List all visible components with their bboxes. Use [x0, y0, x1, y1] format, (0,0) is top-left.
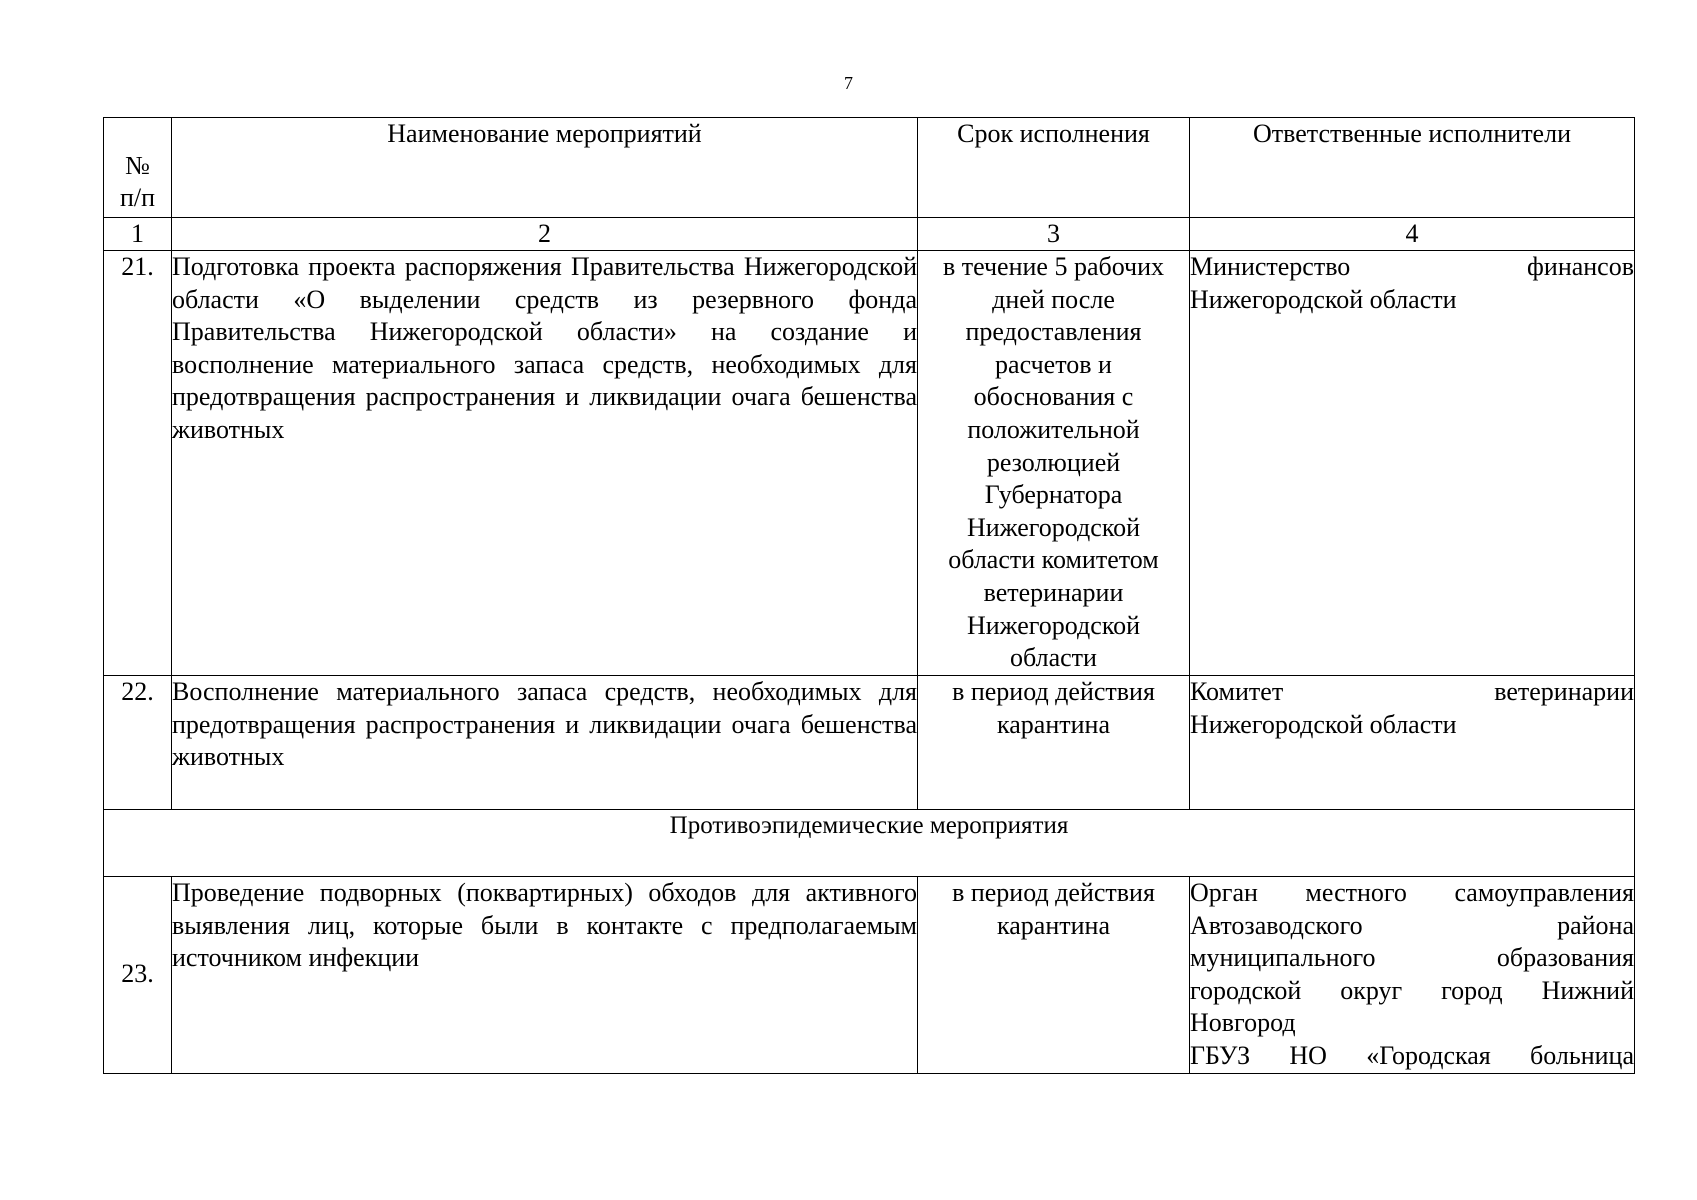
header-number — [104, 118, 172, 218]
deadline-line: расчетов и — [995, 349, 1112, 379]
deadline-line: резолюцией — [986, 447, 1121, 477]
responsible-line: Нижегородской области — [1190, 709, 1457, 739]
section-row — [104, 810, 1635, 877]
header-deadline: Срок исполнения — [918, 118, 1190, 218]
measures-table — [103, 117, 1635, 1074]
responsible-line: Комитет ветеринарии — [1190, 677, 1634, 706]
section-title: Противоэпидемические мероприятия — [104, 810, 1635, 877]
table-header-row — [104, 118, 1635, 218]
deadline-line: обоснования с — [973, 382, 1134, 412]
column-index-1: 1 — [104, 218, 172, 251]
column-index-3: 3 — [918, 218, 1190, 251]
header-name: Наименование мероприятий — [172, 118, 918, 218]
deadline-line: в течение 5 рабочих — [942, 252, 1165, 281]
row-deadline — [918, 877, 1190, 1074]
deadline-line: дней после — [992, 284, 1115, 314]
responsible-line: Нижегородской области — [1190, 284, 1457, 314]
row-deadline — [918, 676, 1190, 810]
row-measure-name: Восполнение материального запаса средств, необходимых для предотвращения распространения и ликвидации очага бешенства животных — [172, 676, 918, 810]
table-row — [104, 251, 1635, 676]
deadline-line: положительной — [967, 414, 1140, 444]
deadline-line: области — [1010, 643, 1097, 673]
responsible-line: Орган местного самоуправления — [1190, 878, 1634, 907]
header-number-sign: № — [125, 150, 150, 180]
row-measure-name: Подготовка проекта распоряжения Правительства Нижегородской области «О выделении средств из резервного фонда Правительства Нижегородской области» на создание и восполнение материального запаса средств, необходимых для предотвращения распространения и ликвидации очага бешенства животных — [172, 251, 918, 676]
responsible-line: Министерство финансов — [1190, 252, 1634, 281]
deadline-line: в период действия — [952, 677, 1155, 706]
column-index-4: 4 — [1190, 218, 1635, 251]
deadline-line: карантина — [997, 910, 1110, 940]
responsible-line: Автозаводского района — [1190, 910, 1634, 940]
table-row — [104, 877, 1635, 1074]
row-number: 23. — [104, 877, 172, 1074]
deadline-line: карантина — [997, 709, 1110, 739]
column-index-row — [104, 218, 1635, 251]
column-index-2: 2 — [172, 218, 918, 251]
deadline-line: Нижегородской — [966, 610, 1141, 640]
row-responsible — [1190, 676, 1635, 810]
deadline-line: Нижегородской — [966, 512, 1141, 542]
row-number: 21. — [104, 251, 172, 676]
deadline-line: ветеринарии — [983, 577, 1124, 607]
responsible-line: городской округ город Нижний — [1190, 975, 1634, 1005]
deadline-line: области комитетом — [948, 545, 1159, 575]
row-measure-name: Проведение подворных (поквартирных) обходов для активного выявления лиц, которые были в контакте с предполагаемым источником инфекции — [172, 877, 918, 1074]
deadline-line: Губернатора — [984, 480, 1123, 510]
deadline-line: предоставления — [965, 317, 1142, 347]
responsible-line: Новгород — [1190, 1008, 1296, 1038]
responsible-line: муниципального образования — [1190, 943, 1634, 973]
row-responsible — [1190, 877, 1635, 1074]
row-responsible — [1190, 251, 1635, 676]
row-number: 22. — [104, 676, 172, 810]
row-deadline — [918, 251, 1190, 676]
table-row — [104, 676, 1635, 810]
deadline-line: в период действия — [952, 878, 1155, 907]
header-responsible: Ответственные исполнители — [1190, 118, 1635, 218]
page-number: 7 — [844, 73, 853, 93]
responsible-line: ГБУЗ НО «Городская больница — [1190, 1040, 1634, 1070]
header-number-pp: п/п — [119, 183, 156, 213]
